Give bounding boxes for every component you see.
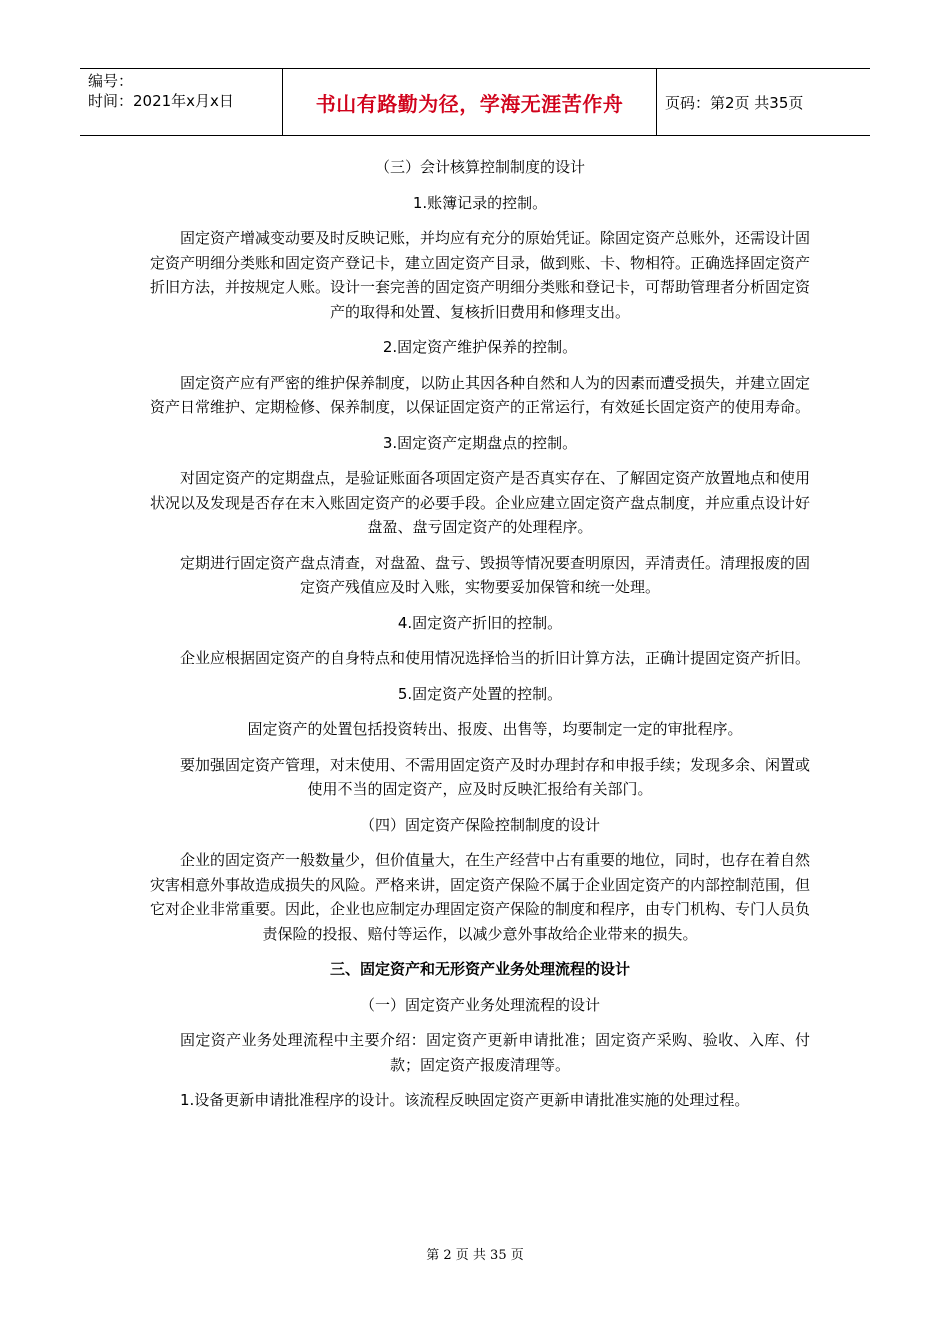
body-paragraph: 固定资产增减变动要及时反映记账，并均应有充分的原始凭证。除固定资产总账外，还需设计固定资产明细分类账和固定资产登记卡，建立固定资产目录，做到账、卡、物相符。正确选择固定资产折旧方法，并按规定人账。设计一套完善的固定资产明细分类账和登记卡，可帮助管理者分析固定资产的取得和处置、复核折旧费用和修理支出。 (150, 229, 811, 321)
header-page-info: 页码：第2页 共35页 (665, 93, 804, 112)
body-paragraph: 企业的固定资产一般数量少，但价值量大，在生产经营中占有重要的地位，同时，也存在着自然灾害相意外事故造成损失的风险。严格来讲，固定资产保险不属于企业固定资产的内部控制范围，但它对企业非常重要。因此，企业也应制定办理固定资产保险的制度和程序，由专门机构、专门人员负责保险的投报、赔付等运作，以减少意外事故给企业带来的损失。 (150, 851, 811, 943)
header-motto: 书山有路勤为径，学海无涯苦作舟 (282, 69, 657, 135)
section-heading: 2.固定资产维护保养的控制。 (382, 338, 578, 356)
section-heading: 4.固定资产折旧的控制。 (397, 613, 563, 632)
header-meta (80, 69, 282, 135)
document-number-label: 编号： (88, 72, 134, 90)
page-header (80, 68, 870, 136)
body-paragraph: 要加强固定资产管理，对末使用、不需用固定资产及时办理封存和申报手续；发现多余、闲置或使用不当的固定资产，应及时反映汇报给有关部门。 (180, 755, 811, 798)
section-heading: （一）固定资产业务处理流程的设计 (359, 995, 600, 1014)
page-footer: 第 2 页 共 35 页 (426, 1248, 524, 1263)
body-paragraph: 固定资产应有严密的维护保养制度，以防止其因各种自然和人为的因素而遭受损失，并建立固定资产日常维护、定期检修、保养制度，以保证固定资产的正常运行，有效延长固定资产的使用寿命。 (150, 373, 811, 416)
document-body (150, 155, 810, 1124)
body-paragraph: 定期进行固定资产盘点清查，对盘盈、盘亏、毁损等情况要查明原因，弄清责任。清理报废的固定资产残值应及时入账，实物要妥加保管和统一处理。 (180, 553, 811, 596)
section-heading: 3.固定资产定期盘点的控制。 (382, 433, 578, 452)
body-paragraph: 固定资产业务处理流程中主要介绍：固定资产更新申请批准；固定资产采购、验收、入库、付款；固定资产报废清理等。 (180, 1031, 810, 1074)
body-paragraph: 1.设备更新申请批准程序的设计。该流程反映固定资产更新申请批准实施的处理过程。 (180, 1091, 750, 1109)
section-heading: 1.账簿记录的控制。 (412, 193, 548, 212)
section-heading: 5.固定资产处置的控制。 (397, 684, 563, 703)
body-paragraph: 企业应根据固定资产的自身特点和使用情况选择恰当的折旧计算方法，正确计提固定资产折旧。 (180, 649, 811, 667)
section-heading: （四）固定资产保险控制制度的设计 (359, 815, 600, 834)
chapter-heading: 三、固定资产和无形资产业务处理流程的设计 (329, 960, 630, 978)
document-date: 时间：2021年x月x日 (88, 92, 234, 110)
body-paragraph: 对固定资产的定期盘点，是验证账面各项固定资产是否真实存在、了解固定资产放置地点和使用状况以及发现是否存在末入账固定资产的必要手段。企业应建立固定资产盘点制度，并应重点设计好盘盈、盘亏固定资产的处理程序。 (150, 469, 811, 536)
body-paragraph: 固定资产的处置包括投资转出、报废、出售等，均要制定一定的审批程序。 (247, 720, 743, 738)
section-heading: （三）会计核算控制制度的设计 (374, 158, 585, 176)
